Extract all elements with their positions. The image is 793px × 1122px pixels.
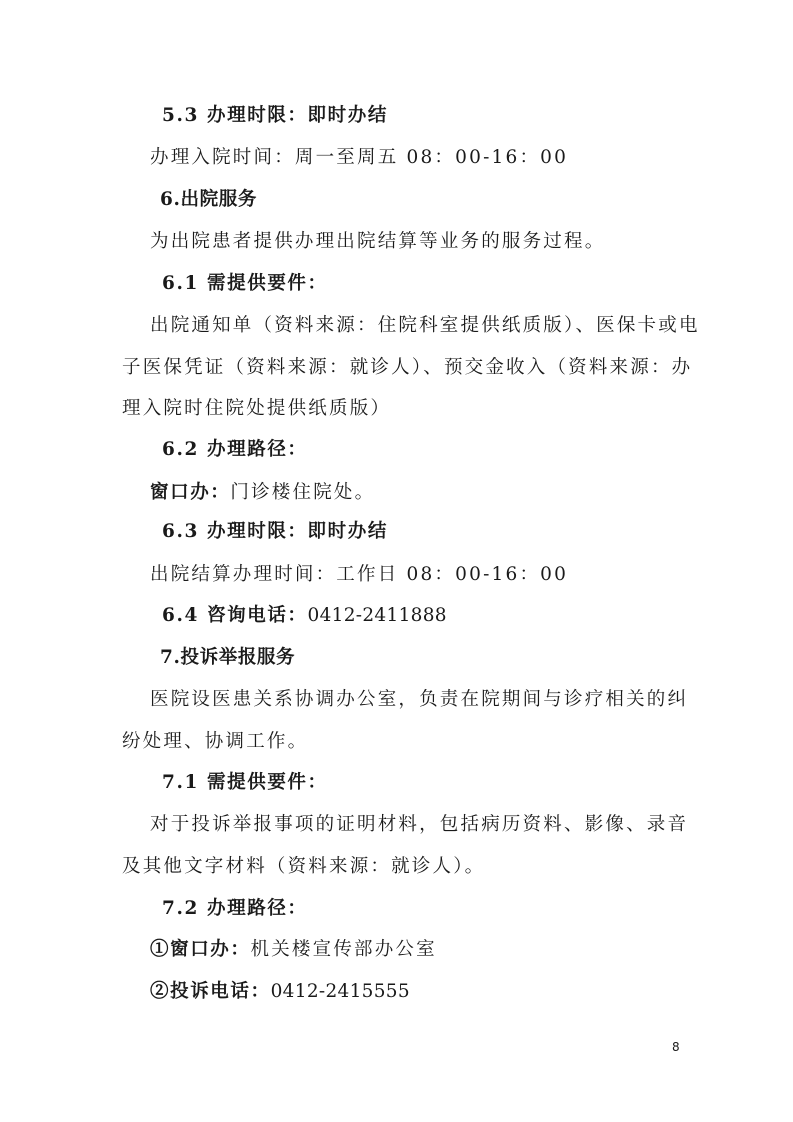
section-7-heading: 7.投诉举报服务 xyxy=(160,647,296,668)
phone-number: 0412-2411888 xyxy=(307,605,447,626)
window-label: ①窗口办： xyxy=(150,939,251,960)
section-5-3-heading: 5.3 办理时限：即时办结 xyxy=(162,105,388,126)
admission-hours: 办理入院时间：周一至周五 08：00-16：00 xyxy=(150,147,569,168)
section-6-2-path xyxy=(150,481,375,505)
section-6-1-line-2: 子医保凭证（资料来源：就诊人）、预交金收入（资料来源：办 xyxy=(122,357,693,378)
section-7-2-phone xyxy=(150,980,410,1004)
section-6-1-heading: 6.1 需提供要件： xyxy=(162,273,328,294)
window-label: 窗口办： xyxy=(150,482,231,503)
phone-label: 6.4 咨询电话： xyxy=(162,605,308,626)
section-6-intro: 为出院患者提供办理出院结算等业务的服务过程。 xyxy=(150,231,606,252)
section-6-3-heading: 6.3 办理时限：即时办结 xyxy=(162,521,388,542)
section-7-1-line-2: 及其他文字材料（资料来源：就诊人）。 xyxy=(122,856,486,877)
section-6-1-line-1: 出院通知单（资料来源：住院科室提供纸质版）、医保卡或电 xyxy=(150,315,700,336)
section-7-intro-line-2: 纷处理、协调工作。 xyxy=(122,731,309,752)
window-value: 门诊楼住院处。 xyxy=(230,482,376,503)
section-6-4-phone xyxy=(162,604,447,628)
section-7-2-window xyxy=(150,938,437,962)
section-7-1-line-1: 对于投诉举报事项的证明材料，包括病历资料、影像、录音 xyxy=(150,814,689,835)
section-6-1-line-3: 理入院时住院处提供纸质版） xyxy=(122,398,392,419)
section-6-heading: 6.出院服务 xyxy=(160,189,257,210)
section-6-2-heading: 6.2 办理路径： xyxy=(162,439,308,460)
discharge-hours: 出院结算办理时间：工作日 08：00-16：00 xyxy=(150,564,569,585)
section-7-2-heading: 7.2 办理路径： xyxy=(162,898,308,919)
section-7-intro-line-1: 医院设医患关系协调办公室，负责在院期间与诊疗相关的纠 xyxy=(150,689,689,710)
page-number: 8 xyxy=(672,1040,680,1054)
phone-number: 0412-2415555 xyxy=(270,981,410,1002)
phone-label: ②投诉电话： xyxy=(150,981,271,1002)
section-7-1-heading: 7.1 需提供要件： xyxy=(162,772,328,793)
window-value: 机关楼宣传部办公室 xyxy=(250,939,437,960)
